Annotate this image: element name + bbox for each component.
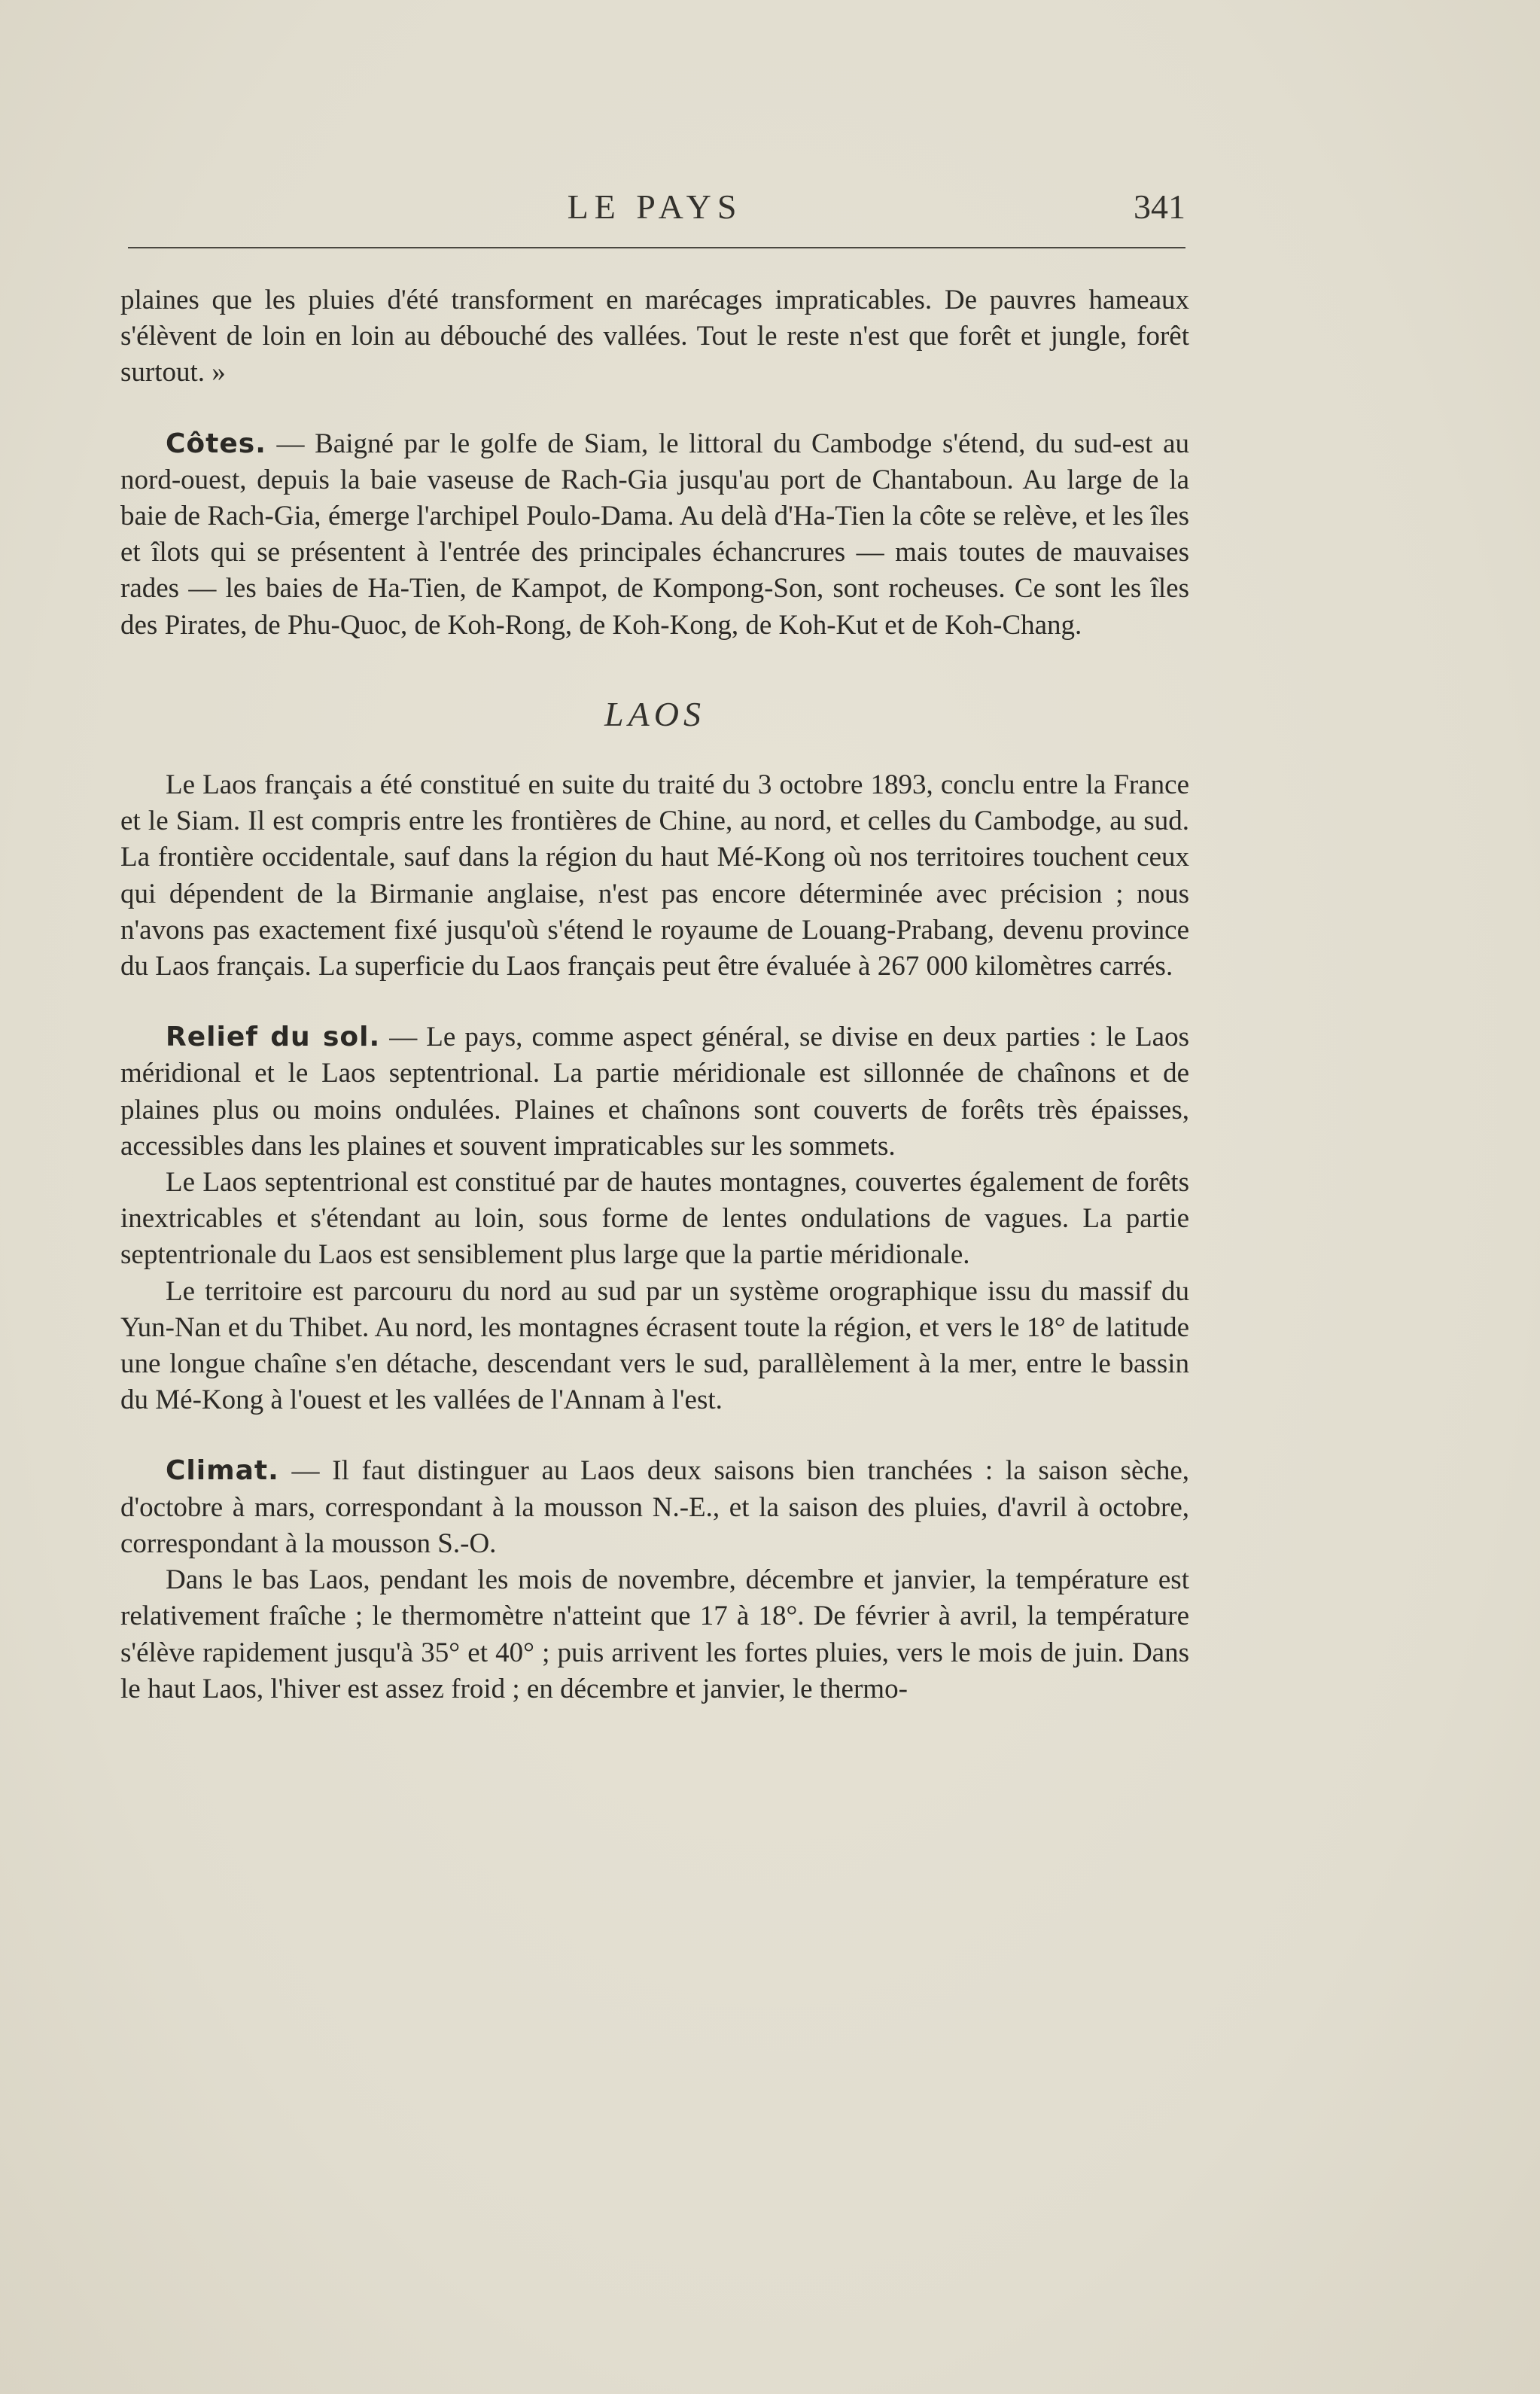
page-number: 341 (1134, 187, 1185, 226)
paragraph-relief (120, 1019, 1189, 1165)
header-rule (128, 247, 1185, 248)
paragraph-climat (120, 1453, 1189, 1562)
paragraph-climat-text: — Il faut distinguer au Laos deux saisons bien tranchées : la saison sèche, d'octobre à mars, correspondant à la mousson N.-E., et la saison des pluies, d'avril à octobre, correspondant à la mousson S.-O. (120, 1455, 1189, 1559)
page-header (124, 187, 1185, 232)
running-title: LE PAYS (567, 187, 743, 226)
paragraph-laos-intro: Le Laos français a été constitué en suite du traité du 3 octobre 1893, conclu entre la France et le Siam. Il est compris entre les frontières de Chine, au nord, et celles du Cambodge, au sud. La frontière occidentale, sauf dans la région du haut Mé-Kong où nos territoires touchent ceux qui dépendent de la Birmanie anglaise, n'est pas encore déterminée avec précision ; nous n'avons pas exactement fixé jusqu'où s'étend le royaume de Louang-Prabang, devenu province du Laos français. La superficie du Laos français peut être évaluée à 267 000 kilomètres carrés. (120, 769, 1189, 982)
paragraph-cotes-text: — Baigné par le golfe de Siam, le littoral du Cambodge s'étend, du sud-est au nord-ouest, depuis la baie vaseuse de Rach-Gia jusqu'au port de Chantaboun. Au large de la baie de Rach-Gia, émerge l'archipel Poulo-Dama. Au delà d'Ha-Tien la côte se relève, et les îles et îlots qui se présentent à l'entrée des principales échancrures — mais toutes de mauvaises rades — les baies de Ha-Tien, de Kampot, de Kompong-Son, sont rocheuses. Ce sont les îles des Pirates, de Phu-Quoc, de Koh-Rong, de Koh-Kong, de Koh-Kut et de Koh-Chang. (120, 428, 1189, 641)
heading-climat: Climat. (166, 1455, 279, 1487)
paragraph-plaines: plaines que les pluies d'été transforment en marécages impraticables. De pauvres hameaux s'élèvent de loin en loin au débouché des vallées. Tout le reste n'est que forêt et jungle, forêt surtout. » (120, 285, 1189, 388)
paragraph-relief-2: Le Laos septentrional est constitué par de hautes montagnes, couvertes également de forêts inextricables et s'étendant au loin, sous forme de lentes ondulations de vagues. La partie septentrionale du Laos est sensiblement plus large que la partie méridionale. (120, 1167, 1189, 1271)
section-title-laos: LAOS (604, 694, 705, 733)
paragraph-climat-2: Dans le bas Laos, pendant les mois de novembre, décembre et janvier, la température est relativement fraîche ; le thermomètre n'atteint que 17 à 18°. De février à avril, la température s'élève rapidement jusqu'à 35° et 40° ; puis arrivent les fortes pluies, vers le mois de juin. Dans le haut Laos, l'hiver est assez froid ; en décembre et janvier, le thermo- (120, 1564, 1189, 1704)
paragraph-relief-text: — Le pays, comme aspect général, se divise en deux parties : le Laos méridional et le Laos septentrional. La partie méridionale est sillonnée de chaînons et de plaines plus ou moins ondulées. Plaines et chaînons sont couverts de forêts très épaisses, accessibles dans les plaines et souvent impraticables sur les sommets. (120, 1022, 1189, 1162)
heading-relief: Relief du sol. (166, 1022, 381, 1053)
paragraph-cotes (120, 426, 1189, 644)
paragraph-relief-3: Le territoire est parcouru du nord au sud par un système orographique issu du massif du Yun-Nan et du Thibet. Au nord, les montagnes écrasent toute la région, et vers le 18° de latitude une longue chaîne s'en détache, descendant vers le sud, parallèlement à la mer, entre le bassin du Mé-Kong à l'ouest et les vallées de l'Annam à l'est. (120, 1275, 1189, 1416)
page-body (120, 282, 1189, 1707)
heading-cotes: Côtes. (166, 428, 266, 459)
